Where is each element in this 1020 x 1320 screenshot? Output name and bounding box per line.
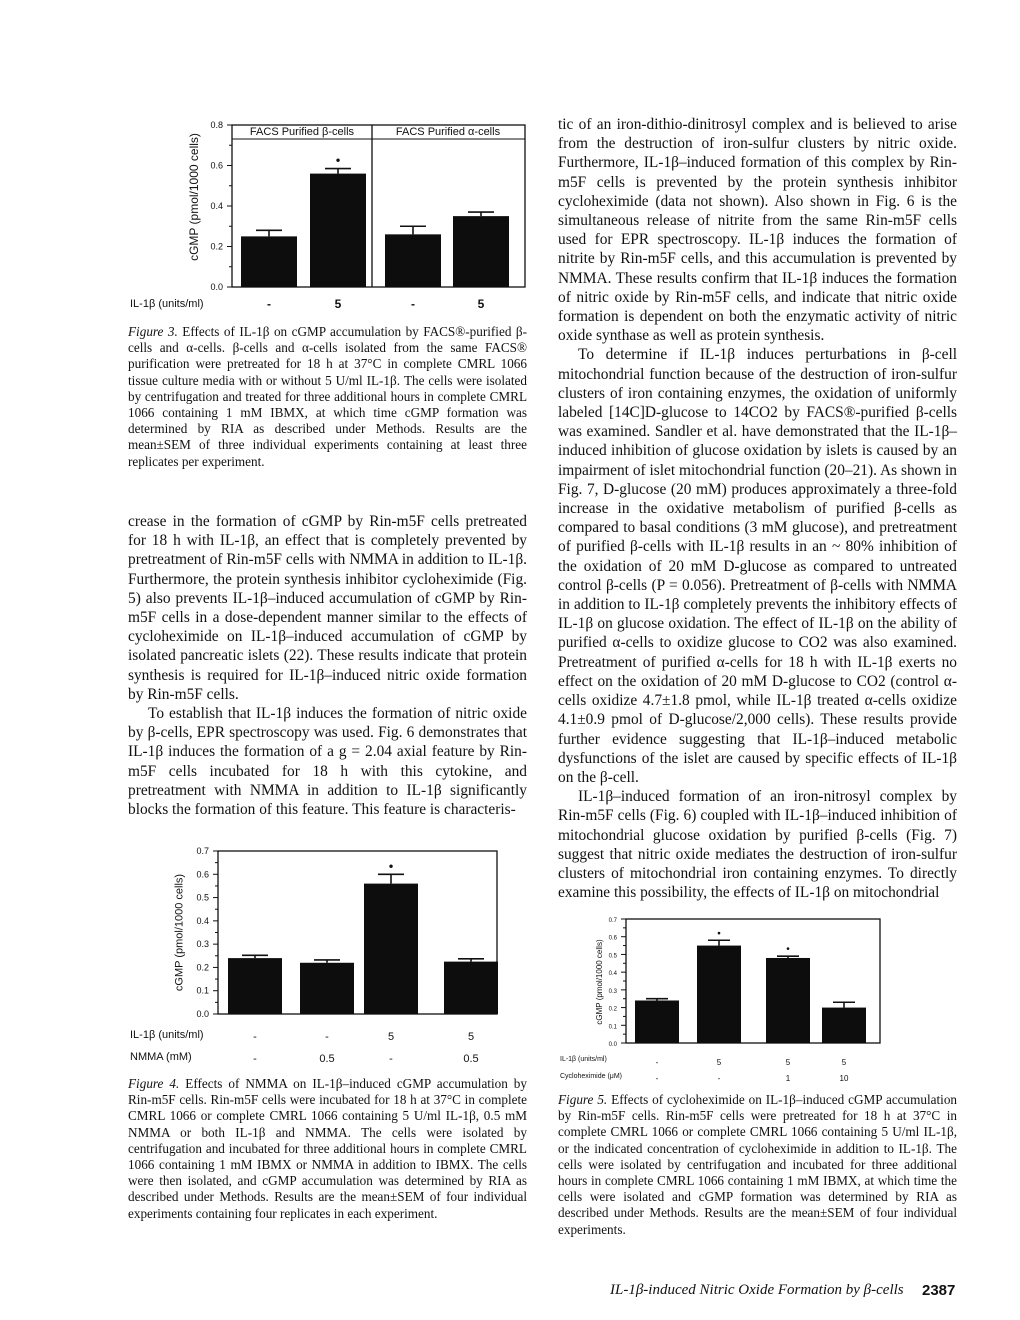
fig5-y-tick-label: 0.2 [608,1006,617,1013]
fig4-y-tick-label: 0.7 [196,846,209,856]
fig5-condition-value: 5 [841,1058,847,1067]
fig5-y-tick-label: 0.6 [608,935,617,942]
fig4-condition-value: - [389,1053,393,1065]
fig5-significance-mark: • [717,928,721,940]
fig5-bar [697,946,741,1043]
fig5-bar [635,1000,679,1043]
fig3-condition-value: 5 [334,297,342,311]
fig5-y-tick-label: 0.7 [608,918,617,924]
fig5-condition-value: - [655,1058,659,1067]
fig4-y-tick-label: 0.4 [196,915,209,926]
figure-5-caption-text: Effects of cycloheximide on IL-1β–induced cGMP accumulation by Rin-m5F cells. Rin-m5F cells were pretreated for 18 h at 37°C in complete CMRL 1066 or complete CMRL 1066 containing 5 U/ml IL-1β, or the indicated concentration of cycloheximide in addition to IL-1β. The cells were isolated by centrifugation and incubated for three additional hours in complete CMRL 1066 containing 1 mM IBMX, at which time the cells were isolated and cGMP formation was determined by RIA as described under Methods. Results are the mean±SEM of four individual experiments. [558,1092,958,1237]
fig4-y-axis-label: cGMP (pmol/1000 cells) [173,873,186,992]
fig5-condition-value: 10 [839,1074,849,1083]
right-paragraph-1: tic of an iron-dithio-dinitrosyl complex and is believed to arise from the destruction of iron-sulfur clusters by nitric oxide. Furthermore, IL-1β–induced formation of this complex by Rin-m5F cells is prevented by the protein synthesis inhibitor cycloheximide (data not shown). Also shown in Fig. 6 is the simultaneous release of nitrite from the same Rin-m5F cells used for EPR spectroscopy. IL-1β induces the formation of nitrite by Rin-m5F cells, and this accumulation is prevented by NMMA. These results confirm that IL-1β induces the formation of nitric oxide by Rin-m5F cells, and indicate that nitric oxide formation is dependent on both the enzymatic activity of nitric oxide synthase as well as protein synthesis. [558,116,957,345]
fig5-row1-label: IL-1β (units/ml) [560,1056,607,1063]
fig3-panel-title-beta: FACS Purified β-cells [249,126,355,138]
fig5-y-tick-label: 0.5 [608,953,617,960]
fig4-row1-label: IL-1β (units/ml) [130,1029,204,1041]
figure-4-caption [128,1076,527,1222]
fig5-bar [766,958,810,1043]
fig5-condition-value: 1 [785,1074,791,1083]
fig5-y-tick-label: 0.3 [608,988,617,995]
fig4-y-tick-label: 0.2 [196,962,209,973]
figure-4-label: Figure 4. [128,1076,180,1091]
fig3-y-tick-label: 0.0 [210,282,223,292]
fig4-condition-value: 5 [387,1031,395,1043]
fig3-y-tick-label: 0.6 [210,160,223,171]
fig3-panel-title-alpha: FACS Purified α-cells [395,126,501,138]
fig4-y-tick-label: 0.6 [196,869,209,880]
fig3-significance-mark: • [335,152,341,168]
fig3-condition-value: - [267,297,271,311]
fig4-condition-value: 5 [467,1031,475,1043]
fig4-condition-value: - [253,1053,257,1065]
fig4-significance-mark: • [388,858,394,874]
fig3-condition-label: IL-1β (units/ml) [130,298,204,310]
left-paragraph-1: crease in the formation of cGMP by Rin-m5F cells pretreated for 18 h with IL-1β, an effect that is completely prevented by pretreatment of Rin-m5F cells with NMMA in addition to IL-1β. Furthermore, the protein synthesis inhibitor cycloheximide (Fig. 5) also prevents IL-1β–induced accumulation of cGMP by Rin-m5F cells in a dose-dependent manner similar to the effects of cycloheximide on IL-1β–induced accumulation of cGMP by isolated pancreatic islets (22). These results indicate that protein synthesis is required for IL-1β–induced nitric oxide formation by Rin-m5F cells. [128,513,527,703]
fig3-y-tick-label: 0.8 [210,120,223,130]
fig4-y-tick-label: 0.5 [196,892,209,903]
fig3-y-tick-label: 0.4 [210,201,223,211]
fig5-significance-mark: • [786,944,790,956]
fig5-condition-value: - [717,1074,721,1083]
fig4-condition-value: - [253,1031,257,1043]
figure-3-label: Figure 3. [128,324,178,339]
fig5-condition-value: - [655,1074,659,1083]
right-paragraph-2: To determine if IL-1β induces perturbations in β-cell mitochondrial function because of the destruction of iron-sulfur clusters of iron containing enzymes, the oxidation of uniformly labeled [14C]D-glucose to 14CO2 by FACS®-purified β-cells was examined. Sandler et al. have demonstrated that the IL-1β–induced inhibition of glucose oxidation by islets is caused by an impairment of islet mitochondrial function (20–21). As shown in Fig. 7, D-glucose (20 mM) produces approximately a three-fold increase in the oxidative metabolism of purified β-cells as compared to basal conditions (3 mM glucose), and pretreatment of purified β-cells with IL-1β results in an ~ 80% inhibition of the oxidation of 20 mM D-glucose as compared to untreated control β-cells (P = 0.056). Pretreatment of β-cells with NMMA in addition to IL-1β completely prevents the inhibitory effects of IL-1β on glucose oxidation. The effect of IL-1β on the ability of purified α-cells to oxidize glucose to CO2 was also examined. Pretreatment of purified α-cells for 18 h with IL-1β exerts no effect on the oxidation of 20 mM D-glucose to CO2 (control α-cells oxidize 4.7±1.8 pmol, while IL-1β treated α-cells oxidize 4.1±0.9 pmol of D-glucose/2,000 cells). These results provide further evidence suggesting that IL-1β–induced metabolic dysfunctions of the islet are caused by specific effects of IL-1β on the β-cell. [558,346,957,786]
fig4-y-tick-label: 0.1 [196,985,209,996]
fig4-condition-value: 0.5 [463,1053,479,1065]
left-paragraph-2: To establish that IL-1β induces the formation of nitric oxide by β-cells, EPR spectroscopy was used. Fig. 6 demonstrates that IL-1β induces the formation of a g = 2.04 axial feature by Rin-m5F cells incubated for 18 h with this cytokine, and pretreatment with NMMA in addition to IL-1β significantly blocks the formation of this feature. This feature is characteris- [128,705,527,819]
figure-4-caption-text: Effects of NMMA on IL-1β–induced cGMP accumulation by Rin-m5F cells. Rin-m5F cells were incubated for 18 h at 37°C in complete CMRL 1066 or complete CMRL 1066 containing 5 U/ml IL-1β, 0.5 mM NMMA or both IL-1β and NMMA. The cells were isolated by centrifugation and incubated for three additional hours in complete CMRL 1066 containing 1 mM IBMX or NMMA in addition to IBMX. The cells were then isolated, and cGMP accumulation was determined by RIA as described under Methods. Results are the mean±SEM of four individual experiments containing four replicates in each experiment. [128,1076,527,1221]
fig4-row2-label: NMMA (mM) [130,1051,192,1063]
fig5-row2-label: Cycloheximide (μM) [560,1073,622,1080]
fig5-bar [822,1008,866,1043]
fig5-y-tick-label: 0.1 [608,1024,617,1031]
fig5-condition-value: 5 [785,1058,791,1067]
fig3-condition-value: - [411,297,415,311]
right-paragraph-3: IL-1β–induced formation of an iron-nitrosyl complex by Rin-m5F cells (Fig. 6) coupled with IL-1β–induced inhibition of mitochondrial glucose oxidation by purified β-cells (Fig. 7) suggest that nitric oxide mediates the destruction of iron-sulfur clusters of mitochondrial iron containing enzymes. To directly examine this possibility, the effects of IL-1β on mitochondrial [558,788,957,902]
figure-5-label: Figure 5. [558,1092,608,1107]
fig4-condition-value: 0.5 [319,1053,335,1065]
fig4-y-tick-label: 0.0 [196,1009,209,1019]
fig5-y-tick-label: 0.4 [608,971,617,978]
figure-3-caption-text: Effects of IL-1β on cGMP accumulation by FACS®-purified β-cells and α-cells. β-cells and α-cells isolated from the same FACS® purification were pretreated for 18 h at 37°C in complete CMRL 1066 tissue culture media with or without 5 U/ml IL-1β. The cells were isolated by centrifugation and treated for three additional hours in complete CMRL 1066 containing 1 mM IBMX, at which time cGMP formation was determined by RIA as described under Methods. Results are the mean±SEM of three individual experiments containing at least three replicates per experiment. [128,324,527,469]
fig4-condition-value: - [325,1031,329,1043]
fig5-y-tick-label: 0.0 [608,1042,617,1048]
page-number: 2387 [922,1282,956,1299]
fig3-condition-value: 5 [477,297,485,311]
fig5-condition-value: 5 [716,1058,722,1067]
fig4-y-tick-label: 0.3 [196,939,209,950]
fig5-y-axis-label: cGMP (pmol/1000 cells) [595,939,604,1025]
fig3-y-tick-label: 0.2 [210,241,223,252]
running-title: IL-1β-induced Nitric Oxide Formation by β-cells [610,1282,904,1298]
fig3-y-axis-label: cGMP (pmol/1000 cells) [187,133,201,261]
figure-5-caption [558,1092,957,1238]
